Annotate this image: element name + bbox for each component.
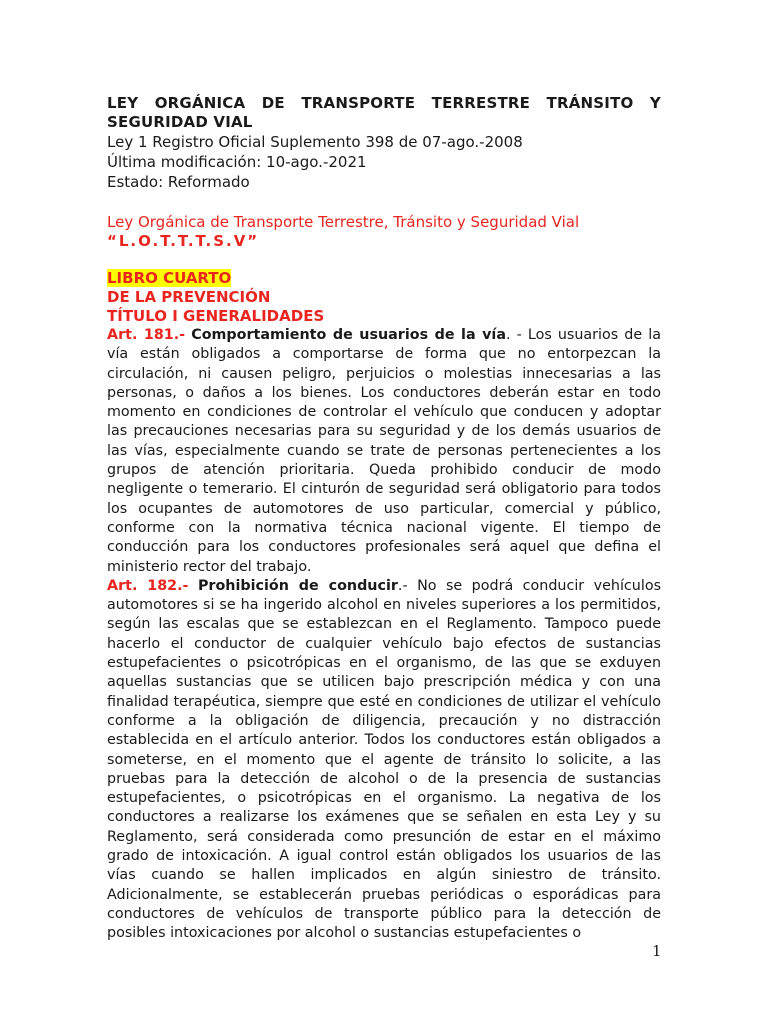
article-number: Art. 182.-	[107, 577, 189, 594]
article-number: Art. 181.-	[107, 327, 186, 343]
page-number: 1	[652, 942, 662, 960]
document-page	[107, 94, 661, 944]
article-182	[107, 577, 661, 944]
article-181	[107, 326, 661, 577]
libro-heading	[107, 269, 661, 288]
spacer	[107, 251, 661, 269]
prevencion-heading: DE LA PREVENCIÓN	[107, 288, 271, 306]
document-title: LEY ORGÁNICA DE TRANSPORTE TERRESTRE TRÁNSITO Y SEGURIDAD VIAL	[107, 94, 661, 131]
article-body: . - Los usuarios de la vía están obligados a comportarse de forma que no entorpezcan la circulación, ni causen peligro, perjuicios o molestias innecesarias a las personas, o daños a los bienes. Los conductores deberán estar en todo momento en condiciones de controlar el vehículo que conducen y adoptar las precauciones necesarias para su seguridad y de los demás usuarios de las vías, especialmente cuando se trate de personas pertenecientes a los grupos de atención prioritaria. Queda prohibido conducir de modo negligente o temerario. El cinturón de seguridad será obligatorio para todos los ocupantes de automotores de uso particular, comercial y público, conforme con la normativa técnica nacional vigente. El tiempo de conducción para los conductores profesionales será aquel que defina el ministerio rector del trabajo.	[107, 327, 661, 575]
law-abbreviation: “L.O.T.T.T.S.V”	[107, 232, 260, 250]
estado: Estado: Reformado	[107, 173, 250, 191]
registro-oficial: Ley 1 Registro Oficial Suplemento 398 de 07-ago.-2008	[107, 133, 523, 151]
ultima-modificacion: Última modificación: 10-ago.-2021	[107, 153, 367, 171]
article-title: Comportamiento de usuarios de la vía	[191, 327, 506, 343]
article-body: .- No se podrá conducir vehículos automotores si se ha ingerido alcohol en niveles superiores a los permitidos, según las escalas que se establezcan en el Reglamento. Tampoco puede hacerlo el conductor de cualquier vehículo bajo efectos de sustancias estupefacientes o psicotrópicas en el organismo, de las que se exduyen aquellas sustancias que se utilicen bajo prescripción médica y con una finalidad terapéutica, siempre que esté en condiciones de utilizar el vehículo conforme a la obligación de diligencia, precaución y no distracción establecida en el artículo anterior. Todos los conductores están obligados a someterse, en el momento que el agente de tránsito lo solicite, a las pruebas para la detección de alcohol o de la presencia de sustancias estupefacientes, o psicotrópicas en el organismo. La negativa de los conductores a realizarse los exámenes que se señalen en esta Ley y su Reglamento, será considerada como presunción de estar en el máximo grado de intoxicación. A igual control están obligados los usuarios de las vías cuando se hallen implicados en algún siniestro de tránsito. Adicionalmente, se establecerán pruebas periódicas o esporádicas para conductores de vehículos de transporte público para la detección de posibles intoxicaciones por alcohol o sustancias estupefacientes o	[107, 577, 662, 942]
titulo-heading: TÍTULO I GENERALIDADES	[107, 307, 325, 325]
spacer	[107, 192, 661, 212]
law-name: Ley Orgánica de Transporte Terrestre, Tránsito y Seguridad Vial	[107, 213, 580, 231]
article-title: Prohibición de conducir	[197, 577, 398, 594]
libro-label: LIBRO CUARTO	[107, 269, 232, 287]
